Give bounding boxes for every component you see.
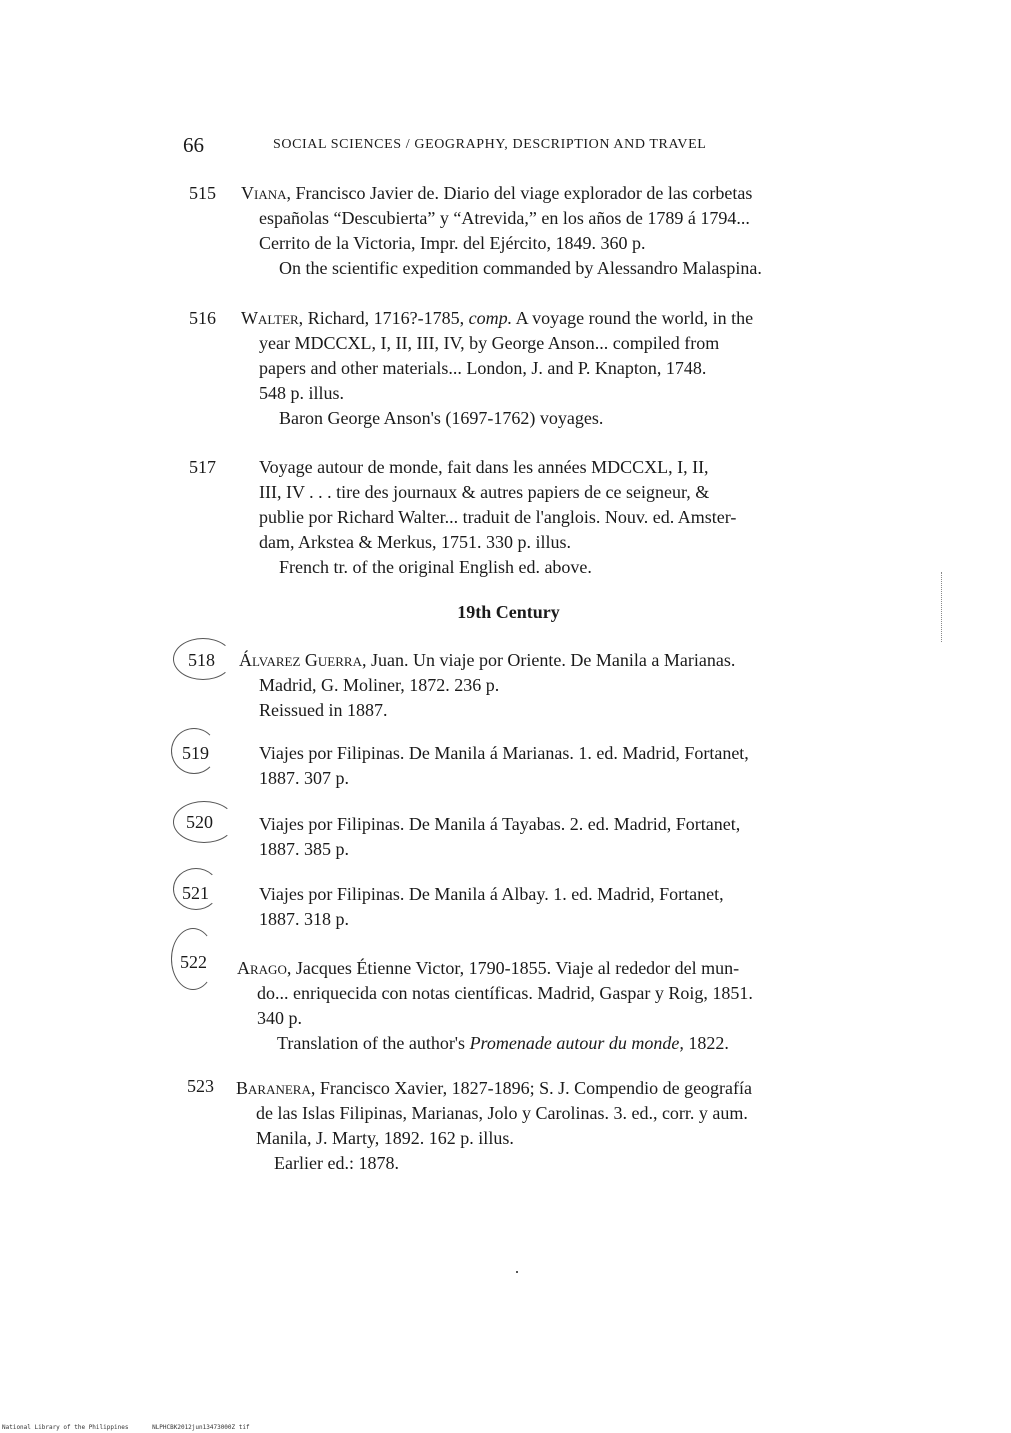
entry-line: dam, Arkstea & Merkus, 1751. 330 p. illus. (259, 532, 571, 552)
entry-author: Viana, (241, 183, 291, 203)
entry-line: 340 p. (257, 1008, 302, 1028)
entry-line: Francisco Xavier, 1827-1896; S. J. Compendio de geografía (319, 1078, 753, 1098)
entry-text (259, 741, 869, 791)
entry-line: do... enriquecida con notas científicas. Madrid, Gaspar y Roig, 1851. (257, 983, 753, 1003)
entry-line: Juan. Un viaje por Oriente. De Manila a Marianas. (370, 650, 736, 670)
entry-author: Baranera, (236, 1078, 316, 1098)
entry-number: 523 (187, 1076, 214, 1096)
footer-source: National Library of the Philippines (2, 1424, 129, 1431)
entry-text (236, 1076, 866, 1176)
entry-text (241, 306, 861, 431)
entry-number: 515 (189, 183, 216, 203)
entry-number: 518 (188, 650, 215, 670)
entry-line: Francisco Javier de. Diario del viage explorador de las corbetas (295, 183, 753, 203)
entry-author: Walter, (241, 308, 304, 328)
entry-text (237, 956, 867, 1056)
entry-note (237, 1033, 729, 1053)
entry-line: Richard, 1716?-1785, (307, 308, 465, 328)
note-text: Translation of the author's (277, 1033, 466, 1053)
entry-text (259, 455, 869, 580)
entry-number: 519 (182, 743, 209, 763)
scan-footer (2, 1424, 250, 1431)
entry-number: 522 (180, 952, 207, 972)
entry-text (239, 648, 869, 723)
entry-line: españolas “Descubierta” y “Atrevida,” en los años de 1789 á 1794... (259, 208, 750, 228)
entry-line: de las Islas Filipinas, Marianas, Jolo y Carolinas. 3. ed., corr. y aum. (256, 1103, 748, 1123)
entry-line: publie por Richard Walter... traduit de l'anglois. Nouv. ed. Amster- (259, 507, 737, 527)
entry-number: 517 (189, 457, 216, 477)
entry-author: Álvarez Guerra, (239, 650, 367, 670)
entry-note: French tr. of the original English ed. above. (279, 557, 592, 577)
entry-number: 516 (189, 308, 216, 328)
entry-text (259, 812, 869, 862)
entry-line: Cerrito de la Victoria, Impr. del Ejército, 1849. 360 p. (259, 233, 646, 253)
entry-author: Arago, (237, 958, 292, 978)
scan-edge-mark (941, 572, 944, 642)
entry-line: year MDCCXL, I, II, III, IV, by George Anson... compiled from (259, 333, 720, 353)
page-number: 66 (183, 133, 204, 157)
section-heading: 19th Century (457, 602, 560, 622)
entry-line: Madrid, G. Moliner, 1872. 236 p. (259, 675, 500, 695)
entry-line: Viajes por Filipinas. De Manila á Tayabas. 2. ed. Madrid, Fortanet, (259, 814, 741, 834)
entry-line: Reissued in 1887. (259, 700, 388, 720)
entry-note: Earlier ed.: 1878. (274, 1153, 399, 1173)
entry-number: 520 (186, 812, 213, 832)
entry-text (259, 882, 869, 932)
entry-line: 1887. 385 p. (259, 839, 349, 859)
scan-speck (516, 1271, 518, 1273)
running-head: SOCIAL SCIENCES / GEOGRAPHY, DESCRIPTION AND TRAVEL (273, 137, 707, 152)
entry-line: 1887. 318 p. (259, 909, 349, 929)
entry-line: Manila, J. Marty, 1892. 162 p. illus. (256, 1128, 514, 1148)
note-title: Promenade autour du monde, (469, 1033, 684, 1053)
entry-line: III, IV . . . tire des journaux & autres papiers de ce seigneur, & (259, 482, 710, 502)
entry-line: papers and other materials... London, J. and P. Knapton, 1748. (259, 358, 707, 378)
note-text: 1822. (688, 1033, 729, 1053)
entry-text (241, 181, 861, 281)
entry-line: Jacques Étienne Victor, 1790-1855. Viaje al rededor del mun- (295, 958, 740, 978)
entry-line: 548 p. illus. (259, 383, 345, 403)
entry-role: comp. (468, 308, 513, 328)
entry-line: Viajes por Filipinas. De Manila á Marianas. 1. ed. Madrid, Fortanet, (259, 743, 749, 763)
entry-line: A voyage round the world, in the (515, 308, 754, 328)
entry-note: On the scientific expedition commanded by Alessandro Malaspina. (279, 258, 762, 278)
entry-line: 1887. 307 p. (259, 768, 349, 788)
entry-note: Baron George Anson's (1697-1762) voyages. (279, 408, 604, 428)
entry-number: 521 (182, 883, 209, 903)
footer-filename: NLPHCBK2012jun13473000Z tif (152, 1424, 250, 1431)
entry-line: Voyage autour de monde, fait dans les années MDCCXL, I, II, (259, 457, 709, 477)
entry-line: Viajes por Filipinas. De Manila á Albay. 1. ed. Madrid, Fortanet, (259, 884, 724, 904)
